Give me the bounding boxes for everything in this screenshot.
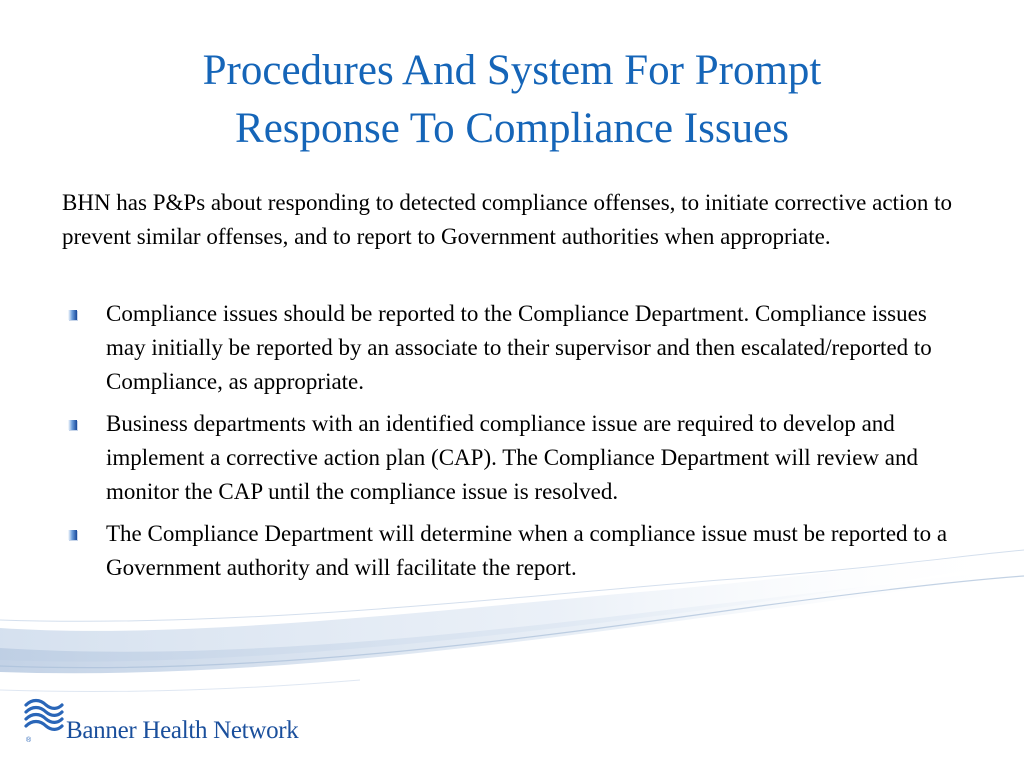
intro-paragraph: BHN has P&Ps about responding to detected compliance offenses, to initiate corrective action to prevent similar offenses, and to report to Government authorities when appropriate. [62,190,952,249]
square-bullet-icon [68,420,77,430]
bullet-text: Business departments with an identified compliance issue are required to develop and implement a corrective action plan (CAP). The Compliance Department will review and monitor the CAP until the compliance issue is resolved. [106,411,918,504]
bullet-item [62,517,970,585]
logo-text: Banner Health Network [66,717,299,744]
bullet-text: Compliance issues should be reported to the Compliance Department. Compliance issues may initially be reported by an associate to their supervisor and then escalated/reported to Compliance, as appropriate. [106,301,932,394]
banner-wave-logo-icon [22,697,66,745]
bullet-list [62,297,970,593]
bullet-text: The Compliance Department will determine when a compliance issue must be reported to a Government authority and will facilitate the report. [106,521,948,580]
slide-title-line: Procedures And System For Prompt [202,47,822,94]
registered-mark: ® [26,737,32,744]
slide-title-line: Response To Compliance Issues [235,105,789,152]
banner-health-network-logo [22,697,322,753]
bullet-item [62,407,970,509]
square-bullet-icon [68,310,77,320]
square-bullet-icon [68,530,77,540]
bullet-item [62,297,970,399]
slide-title [60,42,964,158]
